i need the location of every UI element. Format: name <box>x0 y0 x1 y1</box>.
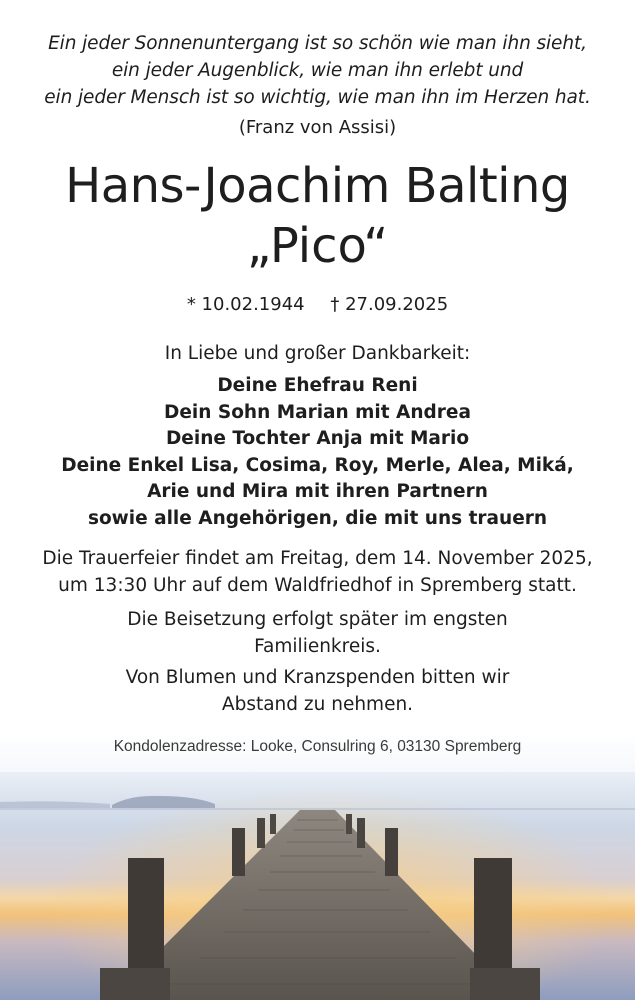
mourner-line: Deine Ehefrau Reni <box>217 375 418 396</box>
funeral-info <box>0 545 635 599</box>
mourner-line: Arie und Mira mit ihren Partnern <box>147 481 488 502</box>
mourner-line: Deine Tochter Anja mit Mario <box>165 428 470 449</box>
funeral-line: um 13:30 Uhr auf dem Waldfriedhof in Spremberg statt. <box>58 575 577 596</box>
mourner-line: Deine Enkel Lisa, Cosima, Roy, Merle, Alea, Miká, <box>61 454 574 476</box>
quote-author: (Franz von Assisi) <box>238 117 397 138</box>
funeral-line: Die Trauerfeier findet am Freitag, dem 14. November 2025, <box>42 548 593 569</box>
burial-line: Die Beisetzung erfolgt später im engsten <box>127 609 508 630</box>
burial-info <box>0 606 635 660</box>
quote <box>0 30 635 111</box>
lake-pier-photo <box>0 732 635 1000</box>
condolence-address: Kondolenzadresse: Looke, Consulring 6, 03130 Spremberg <box>113 738 522 755</box>
mourner-line: Dein Sohn Marian mit Andrea <box>164 401 471 423</box>
birth-date: * 10.02.1944 <box>186 294 305 315</box>
quote-line: ein jeder Augenblick, wie man ihn erlebt und <box>111 60 524 81</box>
mourners-list <box>0 373 635 532</box>
quote-line: Ein jeder Sonnenuntergang ist so schön wie man ihn sieht, <box>48 33 587 54</box>
burial-line: Familienkreis. <box>254 636 381 657</box>
life-dates <box>0 294 635 315</box>
mourner-line: sowie alle Angehörigen, die mit uns trauern <box>87 507 548 529</box>
flowers-line: Abstand zu nehmen. <box>221 694 414 715</box>
flowers-info <box>0 664 635 718</box>
flowers-line: Von Blumen und Kranzspenden bitten wir <box>125 667 510 688</box>
dedication-intro: In Liebe und großer Dankbarkeit: <box>164 343 471 364</box>
death-date: † 27.09.2025 <box>330 294 449 315</box>
deceased-name: Hans-Joachim Balting <box>65 158 570 214</box>
deceased-nickname: „Pico“ <box>246 218 389 274</box>
quote-line: ein jeder Mensch ist so wichtig, wie man ihn im Herzen hat. <box>44 87 591 108</box>
